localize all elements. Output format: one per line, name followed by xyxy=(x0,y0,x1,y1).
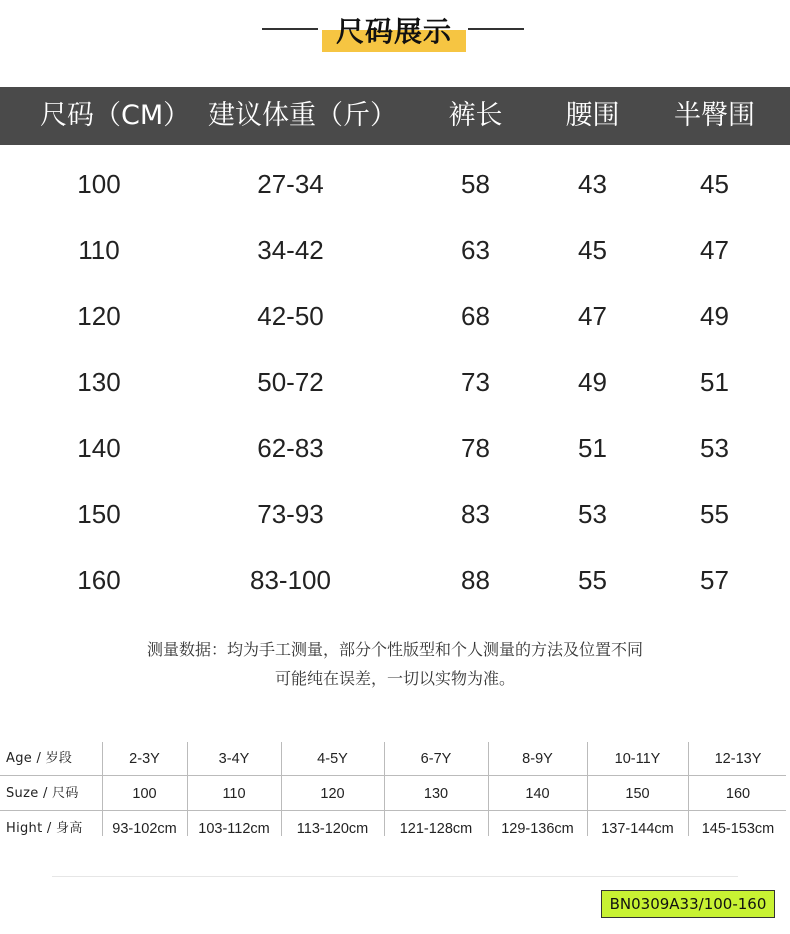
age-row xyxy=(0,742,790,776)
table-cell: 121-128cm xyxy=(399,821,473,837)
header-pants-length: 裤长 xyxy=(448,100,503,131)
table-row xyxy=(0,481,790,547)
table-row xyxy=(0,151,790,217)
table-row xyxy=(0,349,790,415)
cell-pants-length: 58 xyxy=(461,169,490,199)
table-row xyxy=(0,217,790,283)
header-size: 尺码（CM） xyxy=(40,100,191,131)
cell-pants-length: 83 xyxy=(461,499,490,529)
cell-half-hip: 57 xyxy=(700,565,729,595)
title-area xyxy=(0,0,790,70)
table-cell: 103-112cm xyxy=(198,821,270,837)
height-row xyxy=(0,812,790,846)
row-label: Hight / 身高 xyxy=(6,821,83,836)
row-label: Suze / 尺码 xyxy=(6,786,79,801)
table-cell: 160 xyxy=(725,786,751,802)
cell-waist: 55 xyxy=(578,565,607,595)
cell-weight: 42-50 xyxy=(257,301,324,331)
table-cell: 110 xyxy=(222,786,246,802)
bottom-divider xyxy=(52,876,738,877)
cell-weight: 34-42 xyxy=(257,235,324,265)
table-row xyxy=(0,415,790,481)
table-row xyxy=(0,283,790,349)
header-weight: 建议体重（斤） xyxy=(208,100,397,131)
cell-weight: 62-83 xyxy=(257,433,324,463)
cell-waist: 53 xyxy=(578,499,607,529)
table-cell: 150 xyxy=(625,786,650,802)
table-cell: 120 xyxy=(320,786,345,802)
cell-waist: 43 xyxy=(578,169,607,199)
table-cell: 4-5Y xyxy=(317,751,348,767)
cell-size: 100 xyxy=(77,169,121,199)
table-cell: 3-4Y xyxy=(218,751,250,767)
table-cell: 6-7Y xyxy=(420,751,452,767)
measurement-note-line-1: 测量数据：均为手工测量，部分个性版型和个人测量的方法及位置不同 xyxy=(146,640,643,659)
cell-half-hip: 53 xyxy=(700,433,729,463)
cell-waist: 49 xyxy=(578,367,607,397)
title-left-rule xyxy=(262,28,318,30)
cell-weight: 73-93 xyxy=(257,499,324,529)
table-cell: 113-120cm xyxy=(296,821,369,837)
cell-weight: 50-72 xyxy=(257,367,324,397)
product-code-badge: BN0309A33/100-160 xyxy=(601,890,775,918)
cell-waist: 51 xyxy=(578,433,607,463)
table-cell: 140 xyxy=(525,786,550,802)
cell-weight: 83-100 xyxy=(250,565,331,595)
table-cell: 10-11Y xyxy=(614,751,661,767)
page-title: 尺码展示 xyxy=(335,15,452,48)
table-cell: 130 xyxy=(423,786,449,802)
table-cell: 93-102cm xyxy=(112,821,177,837)
cell-size: 150 xyxy=(77,499,121,529)
cell-half-hip: 47 xyxy=(700,235,729,265)
cell-waist: 45 xyxy=(578,235,607,265)
table-cell: 8-9Y xyxy=(522,751,553,767)
table-cell: 100 xyxy=(132,786,157,802)
cell-pants-length: 88 xyxy=(461,565,490,595)
cell-pants-length: 78 xyxy=(461,433,490,463)
cell-pants-length: 63 xyxy=(461,235,490,265)
cell-half-hip: 45 xyxy=(700,169,729,199)
cell-size: 110 xyxy=(78,235,120,265)
table-cell: 12-13Y xyxy=(714,751,762,767)
cell-pants-length: 73 xyxy=(461,367,490,397)
cell-size: 130 xyxy=(77,367,121,397)
cell-pants-length: 68 xyxy=(461,301,490,331)
size-row xyxy=(0,777,790,811)
header-waist: 腰围 xyxy=(565,100,620,131)
cell-size: 140 xyxy=(77,433,121,463)
table-cell: 2-3Y xyxy=(129,751,160,767)
row-label: Age / 岁段 xyxy=(6,751,73,766)
table-cell: 137-144cm xyxy=(601,821,674,837)
cell-half-hip: 51 xyxy=(700,367,729,397)
table-cell: 129-136cm xyxy=(501,821,574,837)
cell-waist: 47 xyxy=(578,301,607,331)
main-table-header xyxy=(0,87,790,145)
cell-size: 120 xyxy=(77,301,121,331)
title-right-rule xyxy=(468,28,524,30)
cell-weight: 27-34 xyxy=(257,169,324,199)
table-row xyxy=(0,547,790,613)
cell-size: 160 xyxy=(77,565,121,595)
header-half-hip: 半臀围 xyxy=(674,100,755,131)
cell-half-hip: 49 xyxy=(700,301,729,331)
cell-half-hip: 55 xyxy=(700,499,729,529)
measurement-note-line-2: 可能纯在误差，一切以实物为准。 xyxy=(274,669,515,688)
table-cell: 145-153cm xyxy=(701,821,775,837)
